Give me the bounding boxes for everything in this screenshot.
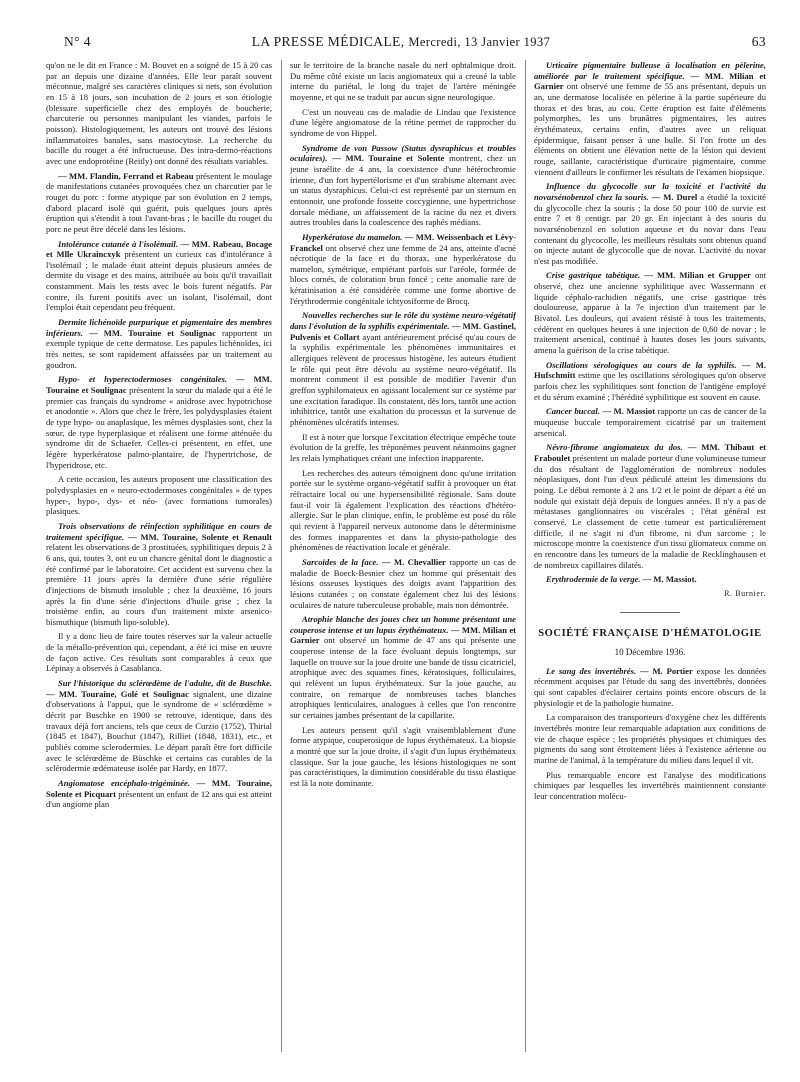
paragraph: A cette occasion, les auteurs proposent une classification des polydysplasies en « neuro-ectodermoses congénitales » de types hyper-, hypo-, dys- et néo- (avec formations tumorales) plasiques. bbox=[46, 474, 272, 517]
communication-text: relatent les observations de 3 prostituées, syphilitiques depuis 2 à 6 ans, qui, toutes 3, ont eu un chancre génital dont le diagnostic a été confirmé par le laboratoire. Cet accident est survenu chez la première 11 jours après la dernière d'une série régulière d'injections de bismuth insoluble ; chez la deuxième, 16 jours après la fin d'une série d'injections d'huile grise ; chez la troisième enfin, au cours d'un traitement mixte arsenico-bismuthique (bismuth lipo-soluble). bbox=[46, 542, 272, 627]
authors: — MM. Milian et Grupper bbox=[640, 270, 751, 281]
communication-text: signalent, une dizaine d'observations à l'appui, que le syndrome de « sclérœdème » décrit par Buschke en 1900 se retrouve, identique, dans des travaux déjà fort anciens, tels que ceux de Curzio (1752), Thirial (1845 et 1847), Bouchut (1847), Rilliet (1848, 1831), etc., et publiés comme sclerodermies. Le départ paraît être fort difficile avec le sclérœdème de Büschke et certains cas curables de la sclérodermie œdémateuse isolée par Hardy, en 1877. bbox=[46, 688, 272, 774]
communication bbox=[534, 270, 766, 355]
communication-text: ont observé une femme de 55 ans présentant, depuis un an, une dermatose localisée en pèlerine à la partie supérieure du thorax et des bras, au cou. Cette éruption est faite d'éléments polymorphes, les uns brunâtres pigmentaires, les autres érythémateux, certains enfin, d'autres avec un reliquat épidermique, faisant penser à une bulle. Si l'on frotte un des éléments on obtient une élévation nette de la lésion qui devient rouge, saillante, caractéristique d'urticaire pigmentaire, comme viennent d'ailleurs le confirmer les résultats de l'examen biopsique. bbox=[534, 81, 766, 177]
communication-title: Urticaire pigmentaire bulleuse à localisation en pèlerine, améliorée par le traitement spécifique. bbox=[534, 60, 766, 81]
communication bbox=[534, 181, 766, 266]
page-number: 63 bbox=[751, 34, 766, 49]
communication-title: Hypo- et hyperectodermoses congénitales. bbox=[58, 374, 228, 385]
communication-title: Intolérance cutanée à l'isolémail. bbox=[58, 238, 178, 249]
authors: — MM. Gastinel, Pulvenis et Collart bbox=[290, 321, 516, 342]
authors: — MM. Rabeau, Bocage et Mlle Ukraincxyk bbox=[46, 238, 272, 260]
column-rule bbox=[525, 60, 526, 1052]
reporter-signature: R. Burnier. bbox=[724, 588, 766, 598]
authors: — MM. Thibaut et Fraboulet bbox=[534, 442, 766, 463]
communication-title: Oscillations sérologiques au cours de la syphilis. bbox=[546, 359, 737, 370]
communication-text: ayant antérieurement précisé qu'au cours de la syphilis expérimentale les phénomènes immunitaires et allergiques relèvent de processus histogène, les auteurs étudient le rôle qui peut être dévolu au système neuro-végétatif. Ils montrent comment il est possible de modifier l'avenir d'un greffon syphilomateux en agissant localement sur ce système par une excitation faradique. Ils constatent, dès lors, tantôt une action inhibitrice, tantôt une exaltation du processus et la survenue de phénomènes ulcératifs intenses. bbox=[290, 331, 516, 427]
communication-title: Atrophie blanche des joues chez un homme présentant une couperose intense et un lupus érythémateux. bbox=[290, 614, 516, 635]
paragraph: La comparaison des transporteurs d'oxygène chez les différents invertébrés montre leur remarquable adaptation aux conditions de vie de chaque espèce ; les propriétés physiques et chimiques des pigments du sang sont étroitement liées à l'existence aérienne ou marine de l'animal, à la température du milieu dans lequel il vit. bbox=[534, 712, 766, 766]
paragraph: Il est à noter que lorsque l'excitation électrique empêche toute évolution de la greffe, les tréponèmes peuvent néanmoins gagner les relais lymphatiques créant une infection inapparente. bbox=[290, 431, 516, 463]
communication bbox=[46, 374, 272, 470]
authors: — M. Portier bbox=[636, 665, 693, 676]
communication-text: présentent un enfant de 12 ans qui est atteint d'un angiome plan bbox=[46, 788, 272, 810]
communication bbox=[534, 666, 766, 709]
authors: — M. Massiot bbox=[599, 406, 656, 417]
paragraph-text: présentent le moulage de manifestations cutanées provoquées chez un charcutier par le rouget du porc : forme atypique par son évolution en 2 temps, d'abord placard isolé qui guérit, puis quelques jours après éruption qui s'étendit à tout l'avant-bras ; le bacille du rouget du porc ne peut être décelé dans les lésions. bbox=[46, 170, 272, 234]
issue-date: Mercredi, 13 Janvier 1937 bbox=[408, 35, 551, 49]
paragraph: sur le territoire de la branche nasale du nerf ophtalmique droit. Du même côté existe un lacis angiomateux qui a creusé la table interne du pariétal, le long du trajet de l'artère méningée moyenne, et qui ne se traduit par aucun signe neurologique. bbox=[290, 60, 516, 102]
communication-title: Crise gastrique tabétique. bbox=[546, 270, 641, 281]
communication bbox=[534, 574, 766, 585]
communication bbox=[46, 239, 272, 314]
authors: — MM. Touraine, Solente et Renault bbox=[124, 531, 272, 542]
authors: — MM. Milian et Garnier bbox=[290, 624, 516, 646]
communication bbox=[534, 406, 766, 438]
issue-number: N° 4 bbox=[64, 34, 91, 49]
communication bbox=[290, 557, 516, 610]
authors: — MM. Touraine, Solente et Picquart bbox=[46, 778, 272, 799]
authors: — MM. Milian et Garnier bbox=[534, 70, 766, 92]
journal-title: LA PRESSE MÉDICALE, bbox=[251, 34, 405, 49]
communication-title: Sur l'historique du sclérœdème de l'adulte, dit de Buschke. bbox=[58, 678, 272, 689]
communication-title: Nouvelles recherches sur le rôle du système neuro-végétatif dans l'évolution de la syphilis expérimentale. bbox=[290, 310, 516, 332]
communication-text: présentent la sœur du malade qui a été le premier cas français du syndrome « anidrose avec hypotrichose et anodontie ». Alors que chez le frère, les polydysplasies étaient de type hypo- ou anaplasique, les mêmes dysplasies sont, chez la sœur, de type hyperplasique et réalisent une forme atténuée du syndrome dit de Schaefer. Celles-ci présentent, en effet, une légère hyperkératose palmo-plantaire, de l'hypertrichose, de l'hyperidrose, etc. bbox=[46, 385, 272, 470]
authors: — MM. Touraine et Solente bbox=[327, 153, 445, 164]
communication-title: Syndrome de von Passow (Status dysraphicus et troubles oculaires). bbox=[290, 142, 516, 164]
journal-title-line bbox=[24, 34, 778, 50]
session-date: 10 Décembre 1936. bbox=[614, 647, 686, 658]
communication bbox=[290, 310, 516, 427]
paragraph: Plus remarquable encore est l'analyse des modifications chimiques par lesquelles les invertébrés maintiennent constante leur concentration molécu- bbox=[534, 769, 766, 802]
communication-text: rapporte un cas de cancer de la muqueuse buccale temporairement cicatrisé par un traitement arsenical. bbox=[534, 406, 766, 438]
paragraph: C'est un nouveau cas de maladie de Lindau que l'existence d'une légère angiomatose de la rétine permet de rapprocher du syndrome de von Hippel. bbox=[290, 106, 516, 138]
communication bbox=[290, 143, 516, 228]
authors: — MM. Touraine et Soulignac bbox=[46, 374, 272, 396]
communication-text: ont observé chez une femme de 24 ans, atteinte d'acné nécrotique de la face et du thorax, une hyperkératose du mamelon, symétrique, empiétant parfois sur l'aréole, formée de blocs cornés, de coloration brun foncé ; cette anomalie rare de kératinisation a été considérée comme une forme abortive de l'érythrodermie congénitale ichtyosiforme de Brocq. bbox=[290, 242, 516, 306]
authors: — M. Durel bbox=[648, 191, 698, 202]
communication bbox=[534, 442, 766, 570]
communication-text: présentent un curieux cas d'intolérance à l'isolémail ; le malade était atteint depuis plusieurs années de dermite du visage et des mains, attribuée au bois qu'il travaillait constamment. Mais les tests avec le bois furent négatifs. Par contre, ils furent positifs avec un isolant, l'isolémail, dont l'emploi était cependant peu fréquent. bbox=[46, 249, 272, 313]
communication-title: Névro-fibrome angiomateux du dos. bbox=[546, 442, 683, 453]
communication bbox=[290, 232, 516, 307]
communication-title: Influence du glycocolle sur la toxicité et l'activité du novarsénobenzol chez la souris. bbox=[534, 181, 766, 202]
section-divider bbox=[620, 612, 680, 613]
communication bbox=[534, 360, 766, 403]
column-1 bbox=[46, 60, 272, 1082]
communication-title: Angiomatose encéphalo-trigéminée. bbox=[58, 778, 190, 788]
communication-title: Cancer buccal. bbox=[546, 406, 600, 417]
communication-text: ont observé, chez une ancienne syphilitique avec Wassermann et liquide céphalo-rachidien négatifs, une crise gastrique très douloureuse, apparue à la 7e injection d'un traitement par le Bivatol. Les douleurs, qui avaient résisté à tous les traitements, cédèrent en quelques heures à une injection de 0,60 de novar ; le traitement arsenical, continué à hautes doses les jours suivants, amena la guérison de la crise tabétique. bbox=[534, 270, 766, 356]
communication-text: ont observé un homme de 47 ans qui présente une couperose intense de la face évoluant depuis longtemps, sur laquelle on trouve sur la joue droite une bande de tissu cicatriciel, atrophique avec des squames fines, kératosiques, folliculaires, qui relèvent un lupus érythémateux. Sur la joue gauche, au contraire, on remarque de nombreuses taches blanches atrophiques lenticulaires, analogues à celles que l'on rencontre sur certaines jambes présentant de la capillarite. bbox=[290, 635, 516, 721]
communication-title: Dermite lichénoïde purpurique et pigmentaire des membres inférieurs. bbox=[46, 317, 272, 338]
page-header bbox=[24, 34, 778, 52]
paragraph: Les auteurs pensent qu'il s'agit vraisemblablement d'une forme atypique, couperosique de lupus érythémateux. La biopsie a montré que sur la joue droite, il s'agit d'un lupus érythémateux classique. Sur la joue gauche, les lésions histologiques ne sont pas caractéristiques, la diminution considérable du tissu élastique est là la note dominante. bbox=[290, 724, 516, 788]
authors: — M. Hufschmitt bbox=[534, 359, 766, 381]
communication bbox=[46, 317, 272, 370]
authors: — MM. Touraine et Soulignac bbox=[83, 327, 216, 338]
society-heading: SOCIÉTÉ FRANÇAISE D'HÉMATOLOGIE bbox=[538, 627, 762, 639]
communication-text: estime que les oscillations sérologiques qu'on observe parfois chez les syphilitiques sont fonction de l'antigène employé et du sérum examiné ; l'hérédité syphilitique est souvent en cause. bbox=[534, 370, 766, 402]
communication-text: montrent, chez un jeune israélite de 4 ans, la coexistence d'une hétérochromie irienne, d'un fort hypertélorisme et d'un strabisme alternant avec un status dysraphicus. Celui-ci est représenté par un sternum en entonnoir, une profonde fossette coccygienne, une hypertrichose dorsale médiane, un affaissement de la racine du nez et divers autres troubles dans la coalescence des raphés médians. bbox=[290, 153, 516, 228]
communication bbox=[534, 60, 766, 177]
columns bbox=[24, 60, 778, 1082]
communication-title: Le sang des invertébrés. bbox=[546, 665, 637, 676]
column-rule bbox=[281, 60, 282, 1052]
communication bbox=[46, 678, 272, 774]
paragraph bbox=[46, 171, 272, 235]
authors: — MM. Weissenbach et Lévy-Franckel bbox=[290, 231, 516, 253]
communication-text: présentent un malade porteur d'une volumineuse tumeur du dos résultant de l'agglomération de nombreux nodules néoplasiques, dont l'un d'eux pédiculé atteint les dimensions du poing. Le début remonte à 2 ans 1/2 et le point de départ a été un nodule qui existait déjà depuis de longues années. Il n'y a pas de métastases ganglionnaires ou viscérales ; l'état général est conservé. Le classement de cette tumeur est particulièrement difficile, il ne s'agit ni d'un fibrome, ni d'un sarcome ; le microscope montre la coexistence d'un tissu gliomateux comme on en rencontre dans les tumeurs de la maladie de Recklinghausen et de nombreux capillaires dilatés. bbox=[534, 452, 766, 570]
communication-text: rapportent un exemple typique de cette dermatose. Les papules lichénoïdes, ici très nettes, se sont rapidement affaissées par un traitement au goudron. bbox=[46, 327, 272, 370]
paragraph: Les recherches des auteurs témoignent donc qu'une irritation portée sur le système organo-végétatif suffit à provoquer un état réfractaire local ou une hypersensibilité régionale. Sans doute faut-il voir là également l'explication des réactions d'hétéro-allergie. Sur le plan clinique, enfin, le problème est posé du rôle qui revient à l'appareil nerveux autonome dans le déterminisme des formes inapparentes et dans la physio-pathologie des phénomènes de réactivation locale et générale. bbox=[290, 467, 516, 553]
communication bbox=[46, 778, 272, 810]
communication-title: Trois observations de réinfection syphilitique en cours de traitement spécifique. bbox=[46, 520, 272, 542]
authors: — MM. Touraine, Golé et Soulignac bbox=[46, 688, 189, 699]
communication-text: expose les données récemment acquises par l'étude du sang des invertébrés, données qui sont capables d'éclairer certains points encore obscurs de la physiologie et de la pathologie humaine. bbox=[534, 665, 766, 708]
communication-title: Hyperkératose du mamelon. bbox=[302, 231, 403, 242]
authors: — MM. Flandin, Ferrand et Rabeau bbox=[58, 170, 194, 181]
column-3 bbox=[534, 60, 766, 1082]
paragraph: qu'on ne le dit en France : M. Bouvet en a soigné de 15 à 20 cas par an depuis une dizaine d'années. Elle leur paraît souvent méconnue, malgré ses caractères cliniques si nets, son évolution en 15 à 18 jours, son incubation de 2 jours et son étiologie (blessure superficielle chez des employés de boucherie, charcuterie ou personnes manipulant les viandes, parfois le poisson). Histologiquement, les auteurs ont trouvé des lésions inflammatoires banales, sans mastocytose. La recherche du bacille du rouget a été infructueuse. Des intra-dermo-réactions avec une endoprotéine (Reitly) ont donné des résultats variables. bbox=[46, 60, 272, 166]
authors: — M. Massiot. bbox=[640, 574, 697, 585]
communication-title: Erythrodermie de la verge. bbox=[546, 574, 641, 585]
communication bbox=[46, 521, 272, 628]
communication bbox=[290, 614, 516, 721]
communication-text: a étudié la toxicité du glycocolle chez la souris ; la dose 50 pour 100 de survie est entre 7 et 8 centigr. par 20 gr. En injectant à des souris du novarsénobenzol en solution aqueuse et du novar dans l'eau contenant du glycocolle, les meilleurs résultats sont obtenus quand on injecte autant de glycocolle que de novar. L'activité du novar n'est pas modifiée. bbox=[534, 191, 766, 266]
column-2 bbox=[290, 60, 516, 1082]
communication-text: rapporte un cas de maladie de Boeck-Besnier chez un homme qui présentait des lésions osseuses kystiques des doigts avant l'apparition des lésions cutanées ; on constate également chez lui des lésions oculaires de nature tuberculeuse probable, mais non démontrée. bbox=[290, 556, 516, 610]
communication-title: Sarcoïdes de la face. bbox=[302, 556, 379, 567]
authors: — M. Chevallier bbox=[378, 556, 446, 567]
paragraph: Il y a donc lieu de faire toutes réserves sur la valeur actuelle de la métallo-prévention qui, cependant, a été ici mise en œuvre de façon active. Ces résultats sont comparables à ceux que Lépinay a observés à Casablanca. bbox=[46, 631, 272, 674]
